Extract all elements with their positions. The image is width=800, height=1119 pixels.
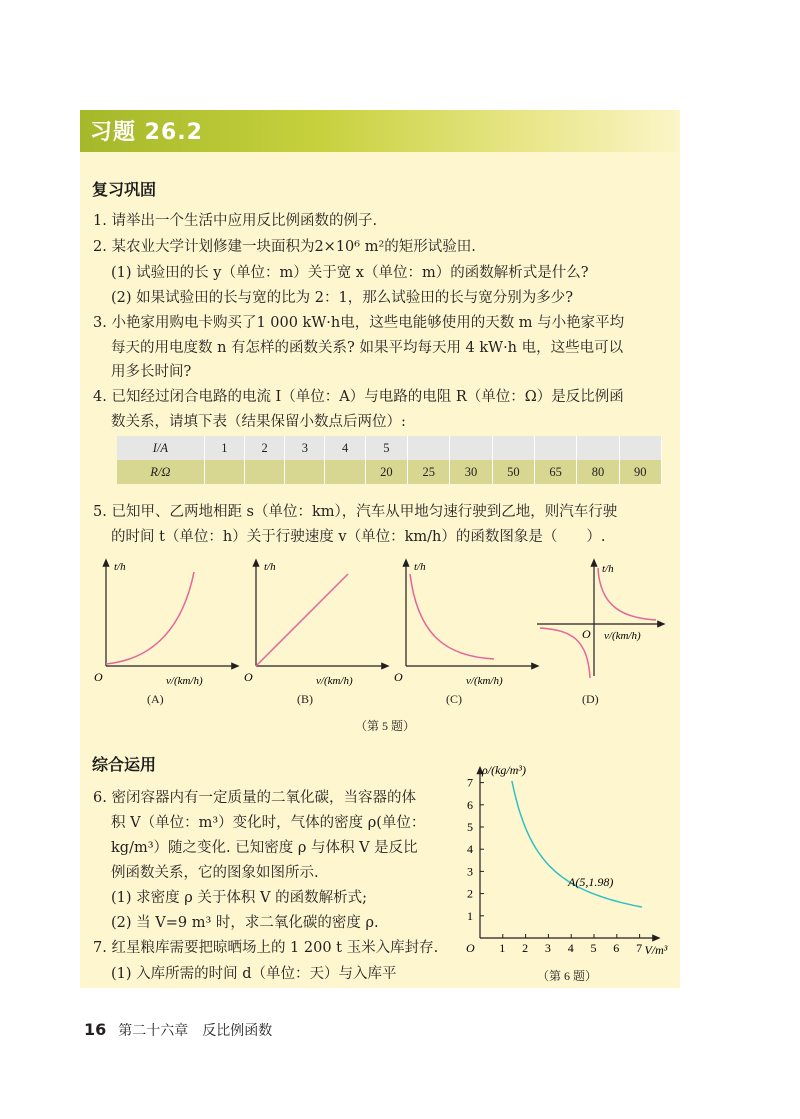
table-row-current [117, 436, 662, 460]
current-resistance-table [117, 436, 662, 484]
question-6-line-3: kg/m³）随之变化. 已知密度 ρ 与体积 V 是反比 [111, 840, 418, 856]
question-2-part-2: (2) 如果试验田的长与宽的比为 2：1，那么试验田的长与宽分别为多少? [111, 290, 573, 306]
table-cell: 65 [534, 460, 576, 484]
x-axis-label: v/(km/h) [604, 630, 641, 642]
x-axis-label: v/(km/h) [166, 675, 203, 687]
graph-label-a: (A) [147, 692, 164, 706]
y-tick-label: 7 [467, 775, 473, 790]
table-cell: 3 [285, 436, 325, 460]
table-cell [204, 460, 244, 484]
table-header-resistance: R/Ω [117, 460, 204, 484]
table-cell: 5 [365, 436, 407, 460]
graph-label-b: (B) [297, 692, 313, 706]
figure-caption-6: （第 6 题） [537, 969, 598, 983]
table-cell: 1 [204, 436, 244, 460]
page-footer [84, 1020, 272, 1040]
table-cell: 4 [325, 436, 365, 460]
y-axis-label: ρ/(kg/m³) [482, 763, 527, 777]
curve-decreasing [410, 574, 494, 659]
graph-label-c: (C) [446, 692, 462, 706]
x-axis-label: v/(km/h) [466, 675, 503, 687]
table-row-resistance [117, 460, 662, 484]
figure-caption-5: （第 5 题） [355, 719, 416, 733]
question-7-part-1: (1) 入库所需的时间 d（单位：天）与入库平 [111, 966, 397, 982]
graph-d [532, 556, 672, 691]
origin-label: O [94, 670, 103, 684]
question-7-line-1: 7. 红星粮库需要把晾晒场上的 1 200 t 玉米入库封存. [93, 940, 439, 956]
y-axis-label: t/h [114, 561, 126, 573]
question-6-part-1: (1) 求密度 ρ 关于体积 V 的函数解析式; [111, 890, 367, 906]
chapter-title: 第二十六章 反比例函数 [118, 1023, 273, 1039]
table-cell [619, 436, 661, 460]
question-4-line-1: 4. 已知经过闭合电路的电流 I（单位：A）与电路的电阻 R（单位：Ω）是反比例函 [93, 389, 624, 405]
table-cell [534, 436, 576, 460]
x-axis-label: v/(km/h) [316, 675, 353, 687]
question-6-line-4: 例函数关系，它的图象如图所示. [111, 865, 319, 881]
table-cell [325, 460, 365, 484]
exercise-title: 习题 26.2 [90, 120, 203, 145]
y-tick-label: 3 [467, 864, 473, 879]
question-6-part-2: (2) 当 V=9 m³ 时，求二氧化碳的密度 ρ. [111, 915, 379, 931]
origin-label: O [394, 670, 403, 684]
section-review-title: 复习巩固 [92, 180, 157, 199]
table-cell: 30 [450, 460, 492, 484]
table-cell: 20 [365, 460, 407, 484]
table-cell [244, 460, 284, 484]
table-cell: 25 [408, 460, 450, 484]
x-tick-label: 3 [544, 941, 551, 955]
point-a-label: A(5,1.98) [568, 875, 614, 890]
x-tick-label: 2 [522, 941, 529, 955]
table-cell [450, 436, 492, 460]
question-6-line-1: 6. 密闭容器内有一定质量的二氧化碳，当容器的体 [93, 790, 416, 806]
graph-c [396, 556, 546, 691]
graph-b [246, 556, 396, 691]
graph-label-d: (D) [582, 692, 599, 706]
question-2-part-1: (1) 试验田的长 y（单位：m）关于宽 x（单位：m）的函数解析式是什么? [111, 265, 589, 281]
question-6-line-2: 积 V（单位：m³）变化时，气体的密度 ρ(单位： [111, 815, 426, 831]
question-2: 2. 某农业大学计划修建一块面积为2×10⁶ m²的矩形试验田. [93, 239, 476, 255]
y-axis-label: t/h [602, 563, 614, 575]
origin-label: O [466, 941, 475, 955]
question-1: 1. 请举出一个生活中应用反比例函数的例子. [93, 213, 378, 229]
origin-label: O [582, 627, 591, 641]
question-5-line-2: 的时间 t（单位：h）关于行驶速度 v（单位：km/h）的函数图象是（ ）. [111, 529, 606, 545]
hyperbola-branch-positive [598, 568, 656, 620]
table-cell [285, 460, 325, 484]
table-cell: 90 [619, 460, 661, 484]
question-3-line-1: 3. 小艳家用购电卡购买了1 000 kW·h电，这些电能够使用的天数 m 与小艳家平均 [93, 315, 625, 331]
table-cell: 50 [492, 460, 534, 484]
y-tick-label: 6 [467, 797, 473, 812]
y-tick-label: 1 [467, 908, 473, 923]
table-cell: 80 [577, 460, 619, 484]
table-cell [492, 436, 534, 460]
line-proportional [256, 574, 348, 666]
question-3-line-2: 每天的用电度数 n 有怎样的函数关系? 如果平均每天用 4 kW·h 电，这些电可以 [111, 340, 624, 356]
question-4-line-2: 数关系，请填下表（结果保留小数点后两位）: [111, 414, 406, 430]
y-tick-label: 4 [467, 842, 473, 857]
y-axis-label: t/h [264, 561, 276, 573]
x-tick-label: 4 [567, 941, 574, 955]
x-tick-label: 6 [613, 941, 620, 955]
y-tick-label: 2 [467, 886, 473, 901]
question-3-line-3: 用多长时间? [111, 364, 192, 380]
table-cell [408, 436, 450, 460]
table-cell [577, 436, 619, 460]
y-axis-label: t/h [414, 561, 426, 573]
y-tick-label: 5 [467, 820, 473, 834]
density-volume-chart [456, 758, 678, 963]
table-header-current: I/A [117, 436, 204, 460]
x-tick-label: 1 [499, 941, 506, 955]
page-number: 16 [84, 1020, 107, 1039]
curve-increasing [106, 572, 194, 664]
question-5-line-1: 5. 已知甲、乙两地相距 s（单位：km），汽车从甲地匀速行驶到乙地，则汽车行驶 [93, 504, 618, 520]
table-cell: 2 [244, 436, 284, 460]
x-axis-label: V/m³ [644, 943, 668, 957]
origin-label: O [244, 670, 253, 684]
section-application-title: 综合运用 [92, 755, 157, 774]
x-tick-label: 5 [590, 941, 597, 955]
x-tick-label: 7 [636, 941, 643, 955]
graph-a [96, 556, 246, 691]
